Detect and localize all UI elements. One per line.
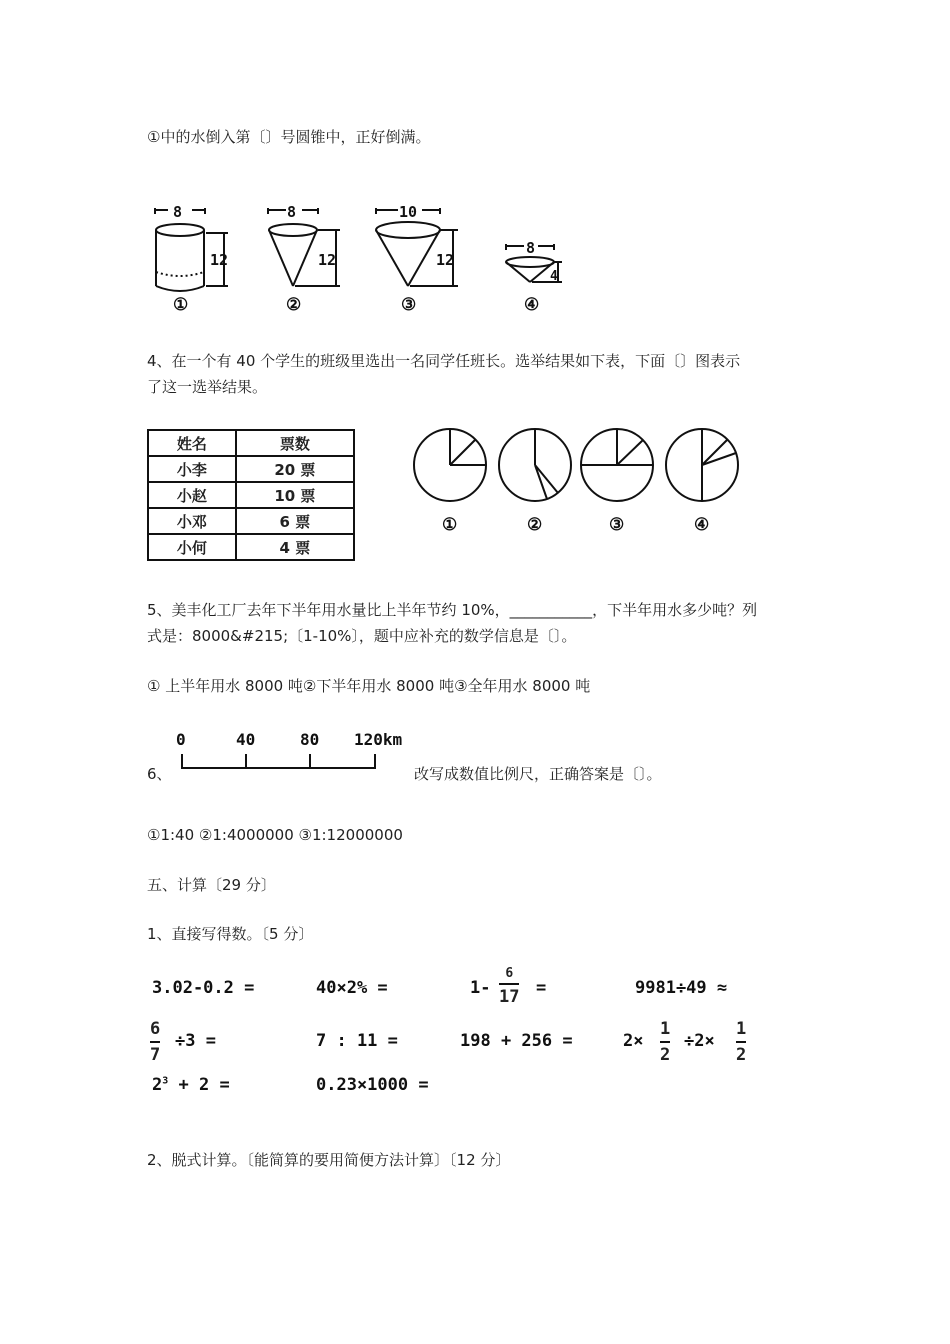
q4-line2: 了这一选举结果。 <box>147 378 268 396</box>
table-cell: 小李 <box>148 456 236 482</box>
cone-figures <box>140 200 580 315</box>
power-base: 2 <box>152 1075 163 1095</box>
fig4-width: 8 <box>526 239 536 257</box>
fig2-height: 12 <box>318 251 337 269</box>
fraction-1-2-a <box>660 1019 670 1065</box>
q6-options: ①1:40 ②1:4000000 ③1:12000000 <box>147 826 403 844</box>
fraction-bar <box>660 1041 670 1043</box>
table-row <box>148 456 354 482</box>
q1-title: 1、直接写得数。〔5 分〕 <box>147 925 314 943</box>
table-cell: 小何 <box>148 534 236 560</box>
fraction-denominator: 7 <box>150 1045 161 1065</box>
calc-8-prefix: 2× <box>623 1031 644 1051</box>
calc-8-mid: ÷2× <box>684 1031 715 1051</box>
fraction-bar <box>736 1041 746 1043</box>
table-cell: 6 票 <box>236 508 354 534</box>
fig1-width: 8 <box>173 203 183 221</box>
fig2-label: ② <box>286 295 302 315</box>
fig2-width: 8 <box>287 203 297 221</box>
vote-table <box>147 429 355 561</box>
fraction-denominator: 2 <box>736 1045 747 1065</box>
q6-prefix: 6、 <box>147 765 172 783</box>
fig3-width: 10 <box>399 203 418 221</box>
calc-9 <box>152 1075 230 1095</box>
power-rest: + 2 = <box>178 1075 230 1095</box>
table-cell: 小邓 <box>148 508 236 534</box>
fig4-height: 4 <box>550 269 558 284</box>
calc-4: 9981÷49 ≈ <box>635 978 728 998</box>
q5-line1: 5、美丰化工厂去年下半年用水量比上半年节约 10%，___________，下半年用水多少吨？列 <box>147 601 758 619</box>
fig3-label: ③ <box>401 295 417 315</box>
calc-10: 0.23×1000 = <box>316 1075 429 1095</box>
fraction-bar <box>150 1041 160 1043</box>
section5-title: 五、计算〔29 分〕 <box>147 876 276 894</box>
fraction-numerator: 1 <box>660 1019 671 1039</box>
q5-options: ① 上半年用水 8000 吨②下半年用水 8000 吨③全年用水 8000 吨 <box>147 677 591 695</box>
table-cell: 小赵 <box>148 482 236 508</box>
calc-6: 7 : 11 = <box>316 1031 398 1051</box>
q6-suffix: 改写成数值比例尺，正确答案是〔〕。 <box>414 765 662 783</box>
pie-options <box>405 425 750 540</box>
power-exponent: 3 <box>162 1075 169 1087</box>
table-header: 票数 <box>236 430 354 456</box>
table-row <box>148 508 354 534</box>
q3-text: ①中的水倒入第〔〕号圆锥中，正好倒满。 <box>147 128 431 146</box>
calc-1: 3.02-0.2 = <box>152 978 255 998</box>
table-row <box>148 534 354 560</box>
fig4-label: ④ <box>524 295 540 315</box>
fraction-denominator: 2 <box>660 1045 671 1065</box>
calc-3-prefix: 1- <box>470 978 491 998</box>
pie-label-4: ④ <box>694 515 710 535</box>
scale-label-80: 80 <box>300 730 320 749</box>
pie-label-1: ① <box>442 515 458 535</box>
fraction-1-2-b <box>736 1019 746 1065</box>
fraction-b-17 <box>499 966 519 1007</box>
fraction-denominator: 17 <box>499 987 520 1007</box>
fraction-numerator: 1 <box>736 1019 747 1039</box>
q5-line2: 式是：8000&#215;〔1-10%〕，题中应补充的数学信息是〔〕。 <box>147 627 577 645</box>
fraction-numerator: 6 <box>150 1019 161 1039</box>
fig1-label: ① <box>173 295 189 315</box>
table-cell: 10 票 <box>236 482 354 508</box>
table-header: 姓名 <box>148 430 236 456</box>
calc-3-equals: = <box>536 978 547 998</box>
pie-label-2: ② <box>527 515 543 535</box>
scale-label-40: 40 <box>236 730 256 749</box>
table-cell: 4 票 <box>236 534 354 560</box>
fraction-numerator: 6 <box>505 966 514 981</box>
fig1-height: 12 <box>210 251 229 269</box>
fraction-bar <box>499 983 519 985</box>
q4-line1: 4、在一个有 40 个学生的班级里选出一名同学任班长。选举结果如下表，下面〔〕图表示 <box>147 352 741 370</box>
table-row <box>148 482 354 508</box>
calc-5-rest: ÷3 = <box>175 1031 216 1051</box>
table-header-row <box>148 430 354 456</box>
fraction-6-7 <box>150 1019 160 1065</box>
table-cell: 20 票 <box>236 456 354 482</box>
scale-label-0: 0 <box>176 730 186 749</box>
scale-label-120km: 120km <box>354 730 403 749</box>
calc-2: 40×2% = <box>316 978 388 998</box>
q2-title: 2、脱式计算。〔能简算的要用简便方法计算〕〔12 分〕 <box>147 1151 511 1169</box>
line-scale <box>170 728 415 778</box>
fig3-height: 12 <box>436 251 455 269</box>
pie-label-3: ③ <box>609 515 625 535</box>
calc-7: 198 + 256 = <box>460 1031 573 1051</box>
